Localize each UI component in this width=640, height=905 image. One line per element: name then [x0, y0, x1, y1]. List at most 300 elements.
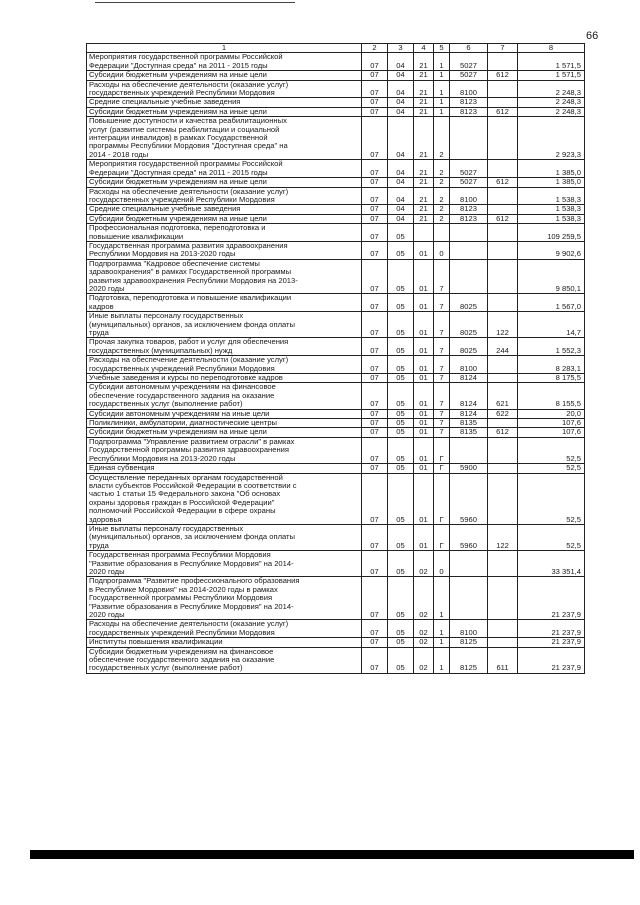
amount-cell: 8 283,1 [518, 356, 585, 374]
description-line: Единая субвенция [89, 463, 155, 473]
code-cell: 2 [434, 160, 450, 178]
description-line: государственных учреждений Республики Мордовия [89, 194, 275, 204]
row-description [87, 647, 362, 673]
description-line: государственных услуг (выполнение работ) [89, 663, 243, 673]
description-line: 2020 годы [89, 283, 125, 293]
row-description [87, 205, 362, 214]
code-cell: 05 [388, 647, 414, 673]
code-cell: 2 [434, 117, 450, 160]
description-line: 2020 годы [89, 610, 125, 619]
description-line: Подпрограмма "Кадровое обеспечение системы [89, 259, 260, 268]
description-line: Учебные заведения и курсы по переподготовке кадров [89, 373, 283, 383]
table-row [87, 383, 585, 409]
code-cell: 5960 [450, 473, 488, 524]
code-cell: 01 [414, 312, 434, 338]
amount-cell: 52,5 [518, 437, 585, 463]
code-cell [488, 205, 518, 214]
code-cell: 07 [362, 374, 388, 383]
code-cell: 05 [388, 294, 414, 312]
code-cell: 21 [414, 214, 434, 223]
code-cell: 0 [434, 241, 450, 259]
row-description [87, 259, 362, 294]
code-cell: 07 [362, 224, 388, 242]
amount-cell: 2 248,3 [518, 98, 585, 107]
table-row [87, 187, 585, 205]
code-cell: 07 [362, 214, 388, 223]
table-row [87, 620, 585, 638]
description-line: Повышение доступности и качества реабилитационных [89, 116, 287, 126]
code-cell: 7 [434, 419, 450, 428]
table-row [87, 107, 585, 116]
code-cell [488, 577, 518, 620]
code-cell [414, 224, 434, 242]
code-cell: 01 [414, 437, 434, 463]
code-cell: 8025 [450, 294, 488, 312]
code-cell: 8124 [450, 383, 488, 409]
code-cell: 04 [388, 187, 414, 205]
table-row [87, 312, 585, 338]
description-line: власти субъектов Российской Федерации в соответствии с [89, 480, 297, 490]
amount-cell: 107,6 [518, 428, 585, 437]
amount-cell: 21 237,9 [518, 647, 585, 673]
table-row [87, 437, 585, 463]
table-row [87, 638, 585, 647]
code-cell: 02 [414, 577, 434, 620]
code-cell: 07 [362, 98, 388, 107]
row-description [87, 160, 362, 178]
description-line: в Республике Мордовия" на 2014-2020 годы в рамках [89, 584, 278, 594]
description-line: Мероприятия государственной программы Российской [89, 159, 283, 169]
header-cell: 4 [414, 44, 434, 53]
row-description [87, 577, 362, 620]
code-cell: 01 [414, 294, 434, 312]
bottom-scan-bar [30, 850, 634, 859]
code-cell: 21 [414, 53, 434, 71]
code-cell: 05 [388, 241, 414, 259]
code-cell: 07 [362, 241, 388, 259]
description-line: Республики Мордовия на 2013-2020 годы [89, 249, 236, 259]
description-line: "Развитие образования в Республике Мордовия" на 2014- [89, 601, 294, 611]
code-cell [488, 98, 518, 107]
code-cell: 07 [362, 356, 388, 374]
amount-cell: 1 567,0 [518, 294, 585, 312]
code-cell: 5960 [450, 524, 488, 550]
code-cell: 07 [362, 464, 388, 473]
code-cell: 1 [434, 53, 450, 71]
row-description [87, 437, 362, 463]
table-row [87, 205, 585, 214]
code-cell [488, 53, 518, 71]
amount-cell: 2 248,3 [518, 107, 585, 116]
table-row [87, 117, 585, 160]
table-row [87, 241, 585, 259]
code-cell [450, 437, 488, 463]
header-cell: 8 [518, 44, 585, 53]
description-line: Подпрограмма "Управление развитием отрасли" в рамках [89, 437, 295, 446]
code-cell: Г [434, 524, 450, 550]
code-cell: 05 [388, 356, 414, 374]
row-description [87, 80, 362, 98]
row-description [87, 98, 362, 107]
code-cell: 02 [414, 620, 434, 638]
amount-cell: 1 538,3 [518, 205, 585, 214]
code-cell: 611 [488, 647, 518, 673]
code-cell: 8025 [450, 312, 488, 338]
description-line: полномочий Российской Федерации в сфере охраны [89, 506, 276, 516]
amount-cell: 109 259,5 [518, 224, 585, 242]
header-cell: 7 [488, 44, 518, 53]
code-cell: 05 [388, 437, 414, 463]
code-cell [450, 241, 488, 259]
amount-cell: 21 237,9 [518, 638, 585, 647]
code-cell: 01 [414, 241, 434, 259]
description-line: Государственной программы Республики Мордовия [89, 593, 273, 603]
amount-cell: 1 571,5 [518, 71, 585, 80]
code-cell: 07 [362, 383, 388, 409]
row-description [87, 107, 362, 116]
table-row [87, 428, 585, 437]
code-cell: 07 [362, 71, 388, 80]
code-cell: 04 [388, 53, 414, 71]
code-cell: 1 [434, 71, 450, 80]
description-line: Поликлиники, амбулатории, диагностические центры [89, 418, 278, 428]
description-line: Республики Мордовия на 2013-2020 годы [89, 453, 236, 463]
code-cell: 5027 [450, 178, 488, 187]
row-description [87, 464, 362, 473]
description-line: государственных учреждений Республики Мордовия [89, 88, 275, 98]
code-cell [488, 294, 518, 312]
code-cell: 8135 [450, 419, 488, 428]
code-cell [488, 224, 518, 242]
amount-cell: 52,5 [518, 524, 585, 550]
code-cell: 07 [362, 178, 388, 187]
code-cell: 1 [434, 107, 450, 116]
row-description [87, 53, 362, 71]
row-description [87, 214, 362, 223]
row-description [87, 356, 362, 374]
header-cell: 5 [434, 44, 450, 53]
code-cell: 1 [434, 638, 450, 647]
code-cell: 7 [434, 338, 450, 356]
table-row [87, 338, 585, 356]
code-cell: 05 [388, 577, 414, 620]
code-cell: 612 [488, 107, 518, 116]
code-cell: 02 [414, 551, 434, 577]
code-cell [488, 473, 518, 524]
amount-cell: 107,6 [518, 419, 585, 428]
code-cell: 2 [434, 205, 450, 214]
amount-cell: 52,5 [518, 473, 585, 524]
code-cell: 04 [388, 214, 414, 223]
table-row [87, 647, 585, 673]
top-rule [95, 2, 295, 3]
row-description [87, 419, 362, 428]
description-line: Субсидии бюджетным учреждениям на иные цели [89, 107, 267, 116]
code-cell: 1 [434, 620, 450, 638]
description-line: государственных учреждений Республики Мордовия [89, 627, 275, 637]
code-cell: 07 [362, 160, 388, 178]
amount-cell: 2 248,3 [518, 80, 585, 98]
row-description [87, 187, 362, 205]
description-line: Средние специальные учебные заведения [89, 97, 241, 107]
description-line: Расходы на обеспечение деятельности (оказание услуг) [89, 187, 289, 196]
code-cell: 05 [388, 419, 414, 428]
table-row [87, 160, 585, 178]
table-row [87, 178, 585, 187]
code-cell: 122 [488, 312, 518, 338]
amount-cell: 1 385,0 [518, 160, 585, 178]
description-line: Подпрограмма "Развитие профессионального образования [89, 576, 300, 586]
code-cell: 04 [388, 160, 414, 178]
table-row [87, 98, 585, 107]
description-line: Расходы на обеспечение деятельности (оказание услуг) [89, 355, 289, 365]
description-line: государственных учреждений Республики Мордовия [89, 363, 275, 373]
description-line: Субсидии бюджетным учреждениям на финансовое [89, 647, 274, 656]
code-cell: 01 [414, 473, 434, 524]
code-cell: 8124 [450, 374, 488, 383]
code-cell: 01 [414, 259, 434, 294]
code-cell [488, 80, 518, 98]
code-cell [488, 620, 518, 638]
code-cell: 07 [362, 419, 388, 428]
code-cell: 21 [414, 98, 434, 107]
code-cell: 05 [388, 638, 414, 647]
row-description [87, 374, 362, 383]
code-cell: 04 [388, 205, 414, 214]
description-line: государственных услуг (выполнение работ) [89, 399, 243, 409]
code-cell: 7 [434, 294, 450, 312]
description-line: Федерации "Доступная среда" на 2011 - 2015 годы [89, 60, 268, 70]
code-cell: 8125 [450, 638, 488, 647]
description-line: Расходы на обеспечение деятельности (оказание услуг) [89, 80, 289, 89]
code-cell: 07 [362, 205, 388, 214]
code-cell [434, 224, 450, 242]
code-cell: 07 [362, 294, 388, 312]
code-cell: 5027 [450, 160, 488, 178]
code-cell: 01 [414, 338, 434, 356]
code-cell: 07 [362, 259, 388, 294]
code-cell: 8100 [450, 187, 488, 205]
row-description [87, 409, 362, 418]
code-cell [488, 419, 518, 428]
code-cell: 04 [388, 98, 414, 107]
code-cell: 8123 [450, 205, 488, 214]
description-line: Государственная программа развития здравоохранения [89, 241, 288, 250]
code-cell: 122 [488, 524, 518, 550]
code-cell: 21 [414, 160, 434, 178]
code-cell: 01 [414, 383, 434, 409]
code-cell: 5027 [450, 71, 488, 80]
code-cell: 04 [388, 107, 414, 116]
row-description [87, 473, 362, 524]
code-cell: 7 [434, 356, 450, 374]
description-line: Иные выплаты персоналу государственных [89, 311, 244, 321]
description-line: труда [89, 328, 109, 337]
code-cell: 07 [362, 107, 388, 116]
code-cell: 02 [414, 647, 434, 673]
code-cell [488, 551, 518, 577]
table-row [87, 473, 585, 524]
code-cell: 7 [434, 383, 450, 409]
row-description [87, 524, 362, 550]
code-cell: 1 [434, 647, 450, 673]
code-cell: 01 [414, 374, 434, 383]
description-line: интеграции инвалидов) в рамках Государственной [89, 133, 268, 143]
code-cell: 5900 [450, 464, 488, 473]
description-line: обеспечение государственного задания на оказание [89, 390, 275, 400]
code-cell: 8123 [450, 214, 488, 223]
code-cell [450, 224, 488, 242]
page-number: 66 [586, 30, 599, 42]
code-cell: 07 [362, 473, 388, 524]
header-cell: 3 [388, 44, 414, 53]
code-cell: 05 [388, 338, 414, 356]
code-cell: 7 [434, 409, 450, 418]
code-cell: 5027 [450, 53, 488, 71]
code-cell: 8124 [450, 409, 488, 418]
code-cell [488, 117, 518, 160]
description-line: здоровья [89, 514, 122, 524]
code-cell: 05 [388, 620, 414, 638]
code-cell: 612 [488, 428, 518, 437]
code-cell: 07 [362, 409, 388, 418]
description-line: Субсидии бюджетным учреждениям на иные цели [89, 70, 267, 80]
code-cell: 01 [414, 428, 434, 437]
code-cell: 8025 [450, 338, 488, 356]
code-cell: 05 [388, 409, 414, 418]
code-cell: 21 [414, 71, 434, 80]
code-cell: 05 [388, 428, 414, 437]
description-line: (муниципальных) органов, за исключением фонда оплаты [89, 532, 295, 542]
table-row [87, 464, 585, 473]
description-line: кадров [89, 301, 114, 311]
table-row [87, 259, 585, 294]
code-cell: 07 [362, 551, 388, 577]
budget-table [86, 43, 585, 674]
description-line: Иные выплаты персоналу государственных [89, 524, 244, 533]
description-line: Подготовка, переподготовка и повышение квалификации [89, 293, 292, 303]
code-cell: 07 [362, 312, 388, 338]
description-line: Государственной программы развития здравоохранения [89, 445, 290, 455]
description-line: Прочая закупка товаров, работ и услуг для обеспечения [89, 337, 289, 347]
row-description [87, 338, 362, 356]
code-cell [450, 259, 488, 294]
code-cell: 07 [362, 524, 388, 550]
code-cell: 07 [362, 620, 388, 638]
amount-cell: 21 237,9 [518, 577, 585, 620]
code-cell: 05 [388, 524, 414, 550]
code-cell: 01 [414, 409, 434, 418]
code-cell: 0 [434, 551, 450, 577]
description-line: Субсидии бюджетным учреждениям на иные цели [89, 427, 267, 437]
code-cell: 7 [434, 259, 450, 294]
code-cell [488, 160, 518, 178]
code-cell: 21 [414, 187, 434, 205]
description-line: "Развитие образования в Республике Мордовия" на 2014- [89, 558, 294, 568]
code-cell: 07 [362, 428, 388, 437]
amount-cell: 9 850,1 [518, 259, 585, 294]
description-line: программы Республики Мордовия "Доступная среда" на [89, 141, 288, 151]
code-cell: 1 [434, 577, 450, 620]
code-cell [488, 187, 518, 205]
code-cell: 05 [388, 551, 414, 577]
code-cell: 01 [414, 524, 434, 550]
code-cell: Г [434, 473, 450, 524]
code-cell: 05 [388, 473, 414, 524]
description-line: труда [89, 540, 109, 550]
description-line: 2014 - 2018 годы [89, 149, 149, 159]
code-cell: 21 [414, 80, 434, 98]
code-cell: 04 [388, 80, 414, 98]
row-description [87, 178, 362, 187]
description-line: (муниципальных) органов, за исключением фонда оплаты [89, 319, 295, 329]
amount-cell: 33 351,4 [518, 551, 585, 577]
code-cell: 21 [414, 178, 434, 187]
code-cell: 612 [488, 178, 518, 187]
description-line: Профессиональная подготовка, переподготовка и [89, 223, 266, 233]
table-row [87, 551, 585, 577]
code-cell: 07 [362, 437, 388, 463]
row-description [87, 224, 362, 242]
code-cell: 04 [388, 117, 414, 160]
code-cell: 07 [362, 80, 388, 98]
code-cell: 7 [434, 428, 450, 437]
code-cell [488, 259, 518, 294]
description-line: услуг (развитие системы реабилитации и социальной [89, 124, 280, 134]
code-cell [488, 437, 518, 463]
code-cell [450, 117, 488, 160]
row-description [87, 638, 362, 647]
description-line: Субсидии автономным учреждениям на иные цели [89, 409, 270, 418]
code-cell: 05 [388, 383, 414, 409]
code-cell: 612 [488, 214, 518, 223]
code-cell [450, 577, 488, 620]
code-cell: 07 [362, 117, 388, 160]
row-description [87, 312, 362, 338]
amount-cell: 1 538,3 [518, 214, 585, 223]
code-cell [488, 464, 518, 473]
description-line: Федерации "Доступная среда" на 2011 - 2015 годы [89, 167, 268, 177]
code-cell: Г [434, 464, 450, 473]
description-line: охраны здоровья граждан в Российской Федерации" [89, 497, 275, 507]
code-cell: 8125 [450, 647, 488, 673]
code-cell [488, 374, 518, 383]
description-line: Средние специальные учебные заведения [89, 204, 241, 214]
code-cell: 621 [488, 383, 518, 409]
code-cell: 04 [388, 71, 414, 80]
amount-cell: 1 385,0 [518, 178, 585, 187]
description-line: Государственная программа Республики Мордовия [89, 550, 271, 560]
code-cell: 1 [434, 80, 450, 98]
description-line: 2020 годы [89, 566, 125, 576]
code-cell [450, 551, 488, 577]
code-cell: 612 [488, 71, 518, 80]
description-line: Субсидии бюджетным учреждениям на иные цели [89, 214, 267, 223]
code-cell [488, 241, 518, 259]
table-row [87, 409, 585, 418]
amount-cell: 21 237,9 [518, 620, 585, 638]
code-cell: 1 [434, 98, 450, 107]
description-line: Субсидии бюджетным учреждениям на иные цели [89, 177, 267, 187]
table-row [87, 80, 585, 98]
code-cell: 04 [388, 178, 414, 187]
code-cell: 07 [362, 647, 388, 673]
description-line: обеспечение государственного задания на оказание [89, 655, 275, 665]
code-cell: 01 [414, 464, 434, 473]
header-cell: 1 [87, 44, 362, 53]
code-cell: 21 [414, 117, 434, 160]
code-cell: 8135 [450, 428, 488, 437]
